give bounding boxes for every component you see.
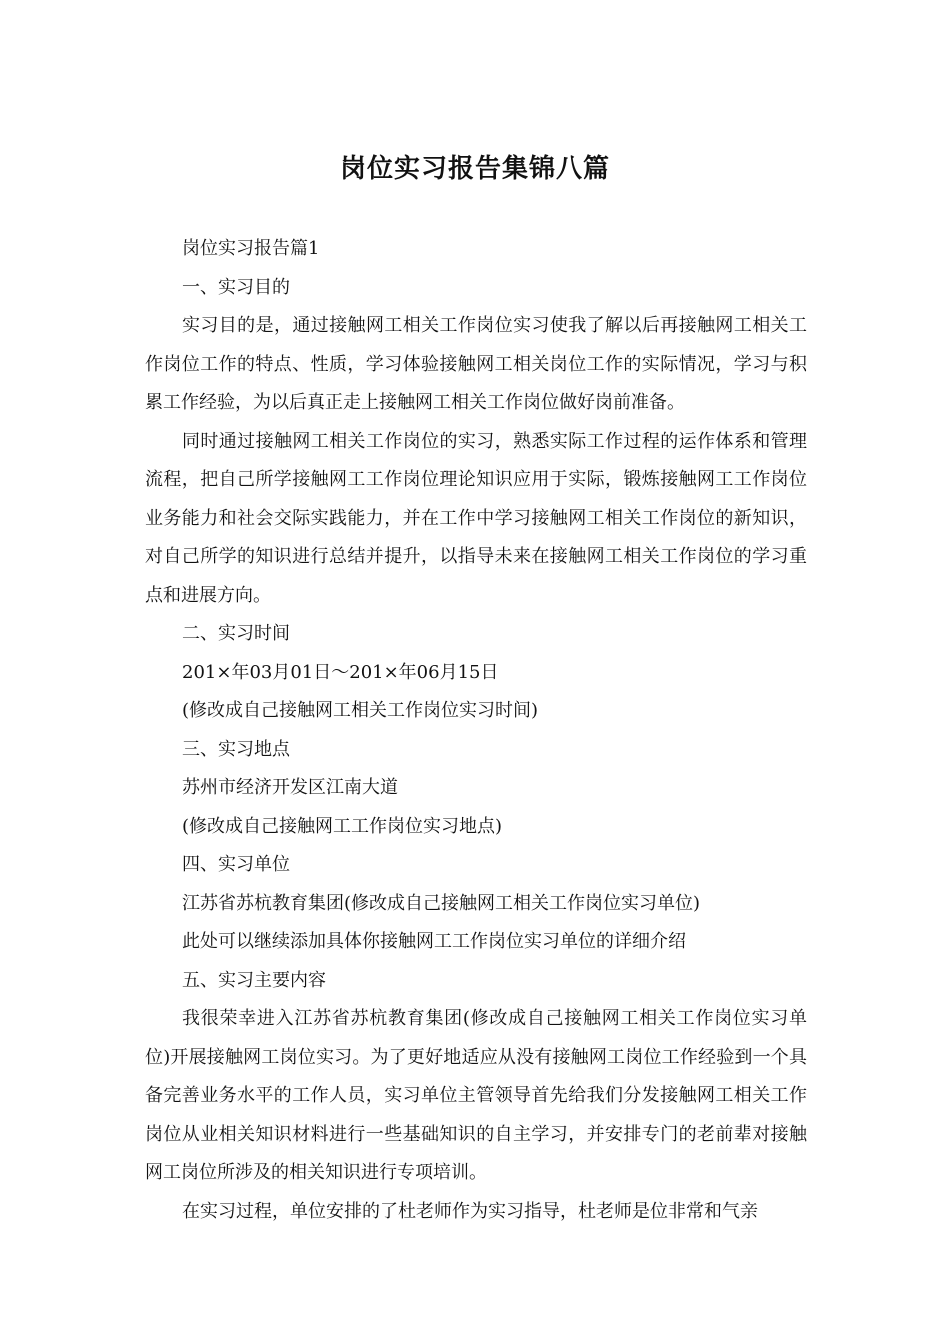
- paragraph-time-range: 201×年03月01日～201×年06月15日: [182, 661, 499, 683]
- document-body: [145, 230, 807, 1231]
- paragraph-time-note: (修改成自己接触网工相关工作岗位实习时间): [182, 700, 539, 721]
- paragraph-content-1: 我很荣幸进入江苏省苏杭教育集团(修改成自己接触网工相关工作岗位实习单位)开展接触网工岗位实习。为了更好地适应从没有接触网工岗位工作经验到一个具备完善业务水平的工作人员，实习单位主管领导首先给我们分发接触网工相关工作岗位从业相关知识材料进行一些基础知识的自主学习，并安排专门的老前辈对接触网工岗位所涉及的相关知识进行专项培训。: [145, 1008, 807, 1183]
- paragraph-content-2: 在实习过程，单位安排的了杜老师作为实习指导，杜老师是位非常和气亲: [182, 1200, 758, 1222]
- section-heading-content: 五、实习主要内容: [182, 969, 326, 991]
- paragraph-unit-note: 此处可以继续添加具体你接触网工工作岗位实习单位的详细介绍: [182, 931, 686, 952]
- paragraph-purpose-2: 同时通过接触网工相关工作岗位的实习，熟悉实际工作过程的运作体系和管理流程，把自己所学接触网工工作岗位理论知识应用于实际，锻炼接触网工工作岗位业务能力和社会交际实践能力，并在工作中学习接触网工相关工作岗位的新知识，对自己所学的知识进行总结并提升，以指导未来在接触网工相关工作岗位的学习重点和进展方向。: [145, 430, 807, 606]
- section-heading-unit: 四、实习单位: [182, 854, 290, 875]
- paragraph-location: 苏州市经济开发区江南大道: [182, 777, 398, 798]
- paragraph-location-note: (修改成自己接触网工工作岗位实习地点): [182, 815, 503, 837]
- document-title: 岗位实习报告集锦八篇: [339, 154, 610, 184]
- section-heading-purpose: 一、实习目的: [182, 276, 290, 298]
- paragraph-purpose-1: 实习目的是，通过接触网工相关工作岗位实习使我了解以后再接触网工相关工作岗位工作的特点、性质，学习体验接触网工相关岗位工作的实际情况，学习与积累工作经验，为以后真正走上接触网工相关工作岗位做好岗前准备。: [145, 315, 807, 413]
- section-heading-location: 三、实习地点: [182, 738, 290, 760]
- section-heading-report-1: 岗位实习报告篇1: [182, 238, 320, 259]
- paragraph-unit: 江苏省苏杭教育集团(修改成自己接触网工相关工作岗位实习单位): [182, 892, 701, 914]
- section-heading-time: 二、实习时间: [182, 623, 290, 644]
